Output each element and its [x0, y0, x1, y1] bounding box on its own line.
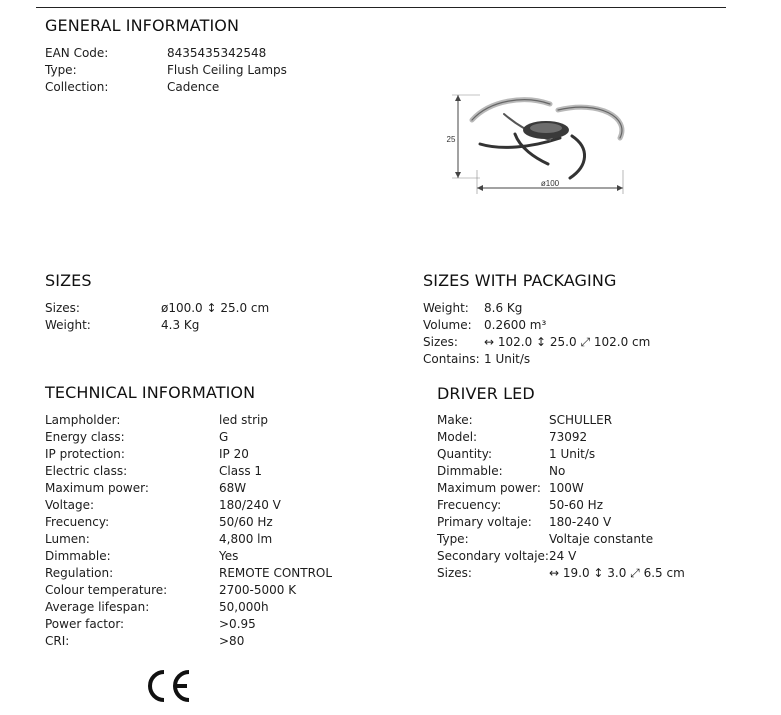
- spec-row: [45, 565, 332, 582]
- spec-row: [437, 514, 685, 531]
- spec-label: Primary voltaje:: [437, 515, 532, 529]
- spec-row: [45, 79, 287, 96]
- spec-value: 4,800 lm: [219, 532, 273, 546]
- spec-value: 24 V: [549, 549, 577, 563]
- spec-value: 100W: [549, 481, 584, 495]
- spec-label: Secondary voltaje:: [437, 549, 549, 563]
- spec-row: [45, 317, 269, 334]
- spec-value: 180-240 V: [549, 515, 612, 529]
- spec-label: Regulation:: [45, 566, 114, 580]
- height-dimension-label: 25: [446, 135, 456, 144]
- spec-row: [437, 412, 685, 429]
- spec-label: Lampholder:: [45, 413, 121, 427]
- spec-value: ↔ 19.0 ↕ 3.0 ⤢ 6.5 cm: [549, 566, 685, 580]
- spec-row: [437, 480, 685, 497]
- spec-label: Frecuency:: [45, 515, 110, 529]
- spec-row: [437, 531, 685, 548]
- packaging-list: [423, 300, 650, 368]
- spec-row: [45, 429, 332, 446]
- spec-label: Sizes:: [423, 335, 458, 349]
- spec-label: Sizes:: [45, 301, 80, 315]
- spec-row: [45, 633, 332, 650]
- spec-row: [423, 317, 650, 334]
- spec-value: ↔ 102.0 ↕ 25.0 ⤢ 102.0 cm: [484, 335, 651, 349]
- driver-led-heading: DRIVER LED: [437, 384, 535, 403]
- spec-row: [45, 300, 269, 317]
- spec-value: >80: [219, 634, 245, 648]
- spec-row: [45, 531, 332, 548]
- spec-row: [437, 463, 685, 480]
- spec-row: [437, 429, 685, 446]
- spec-row: [45, 412, 332, 429]
- spec-label: Quantity:: [437, 447, 493, 461]
- spec-label: Model:: [437, 430, 478, 444]
- spec-label: Average lifespan:: [45, 600, 150, 614]
- spec-row: [437, 446, 685, 463]
- spec-value: 2700-5000 K: [219, 583, 297, 597]
- technical-information-heading: TECHNICAL INFORMATION: [45, 383, 256, 402]
- spec-row: [45, 446, 332, 463]
- spec-value: 8.6 Kg: [484, 301, 523, 315]
- spec-row: [45, 616, 332, 633]
- spec-value: ø100.0 ↕ 25.0 cm: [161, 301, 270, 315]
- spec-label: Voltage:: [45, 498, 95, 512]
- spec-value: 50,000h: [219, 600, 269, 614]
- sizes-with-packaging-heading: SIZES WITH PACKAGING: [423, 271, 617, 290]
- spec-row: [45, 599, 332, 616]
- spec-label: Electric class:: [45, 464, 128, 478]
- spec-row: [45, 463, 332, 480]
- spec-row: [423, 334, 650, 351]
- general-information-heading: GENERAL INFORMATION: [45, 16, 240, 35]
- spec-value: No: [549, 464, 566, 478]
- spec-label: Weight:: [45, 318, 91, 332]
- spec-value: 1 Unit/s: [484, 352, 531, 366]
- spec-value: SCHULLER: [549, 413, 613, 427]
- driver-led-list: [437, 412, 685, 582]
- general-information-list: [45, 45, 287, 96]
- spec-label: Type:: [45, 63, 77, 77]
- spec-row: [45, 45, 287, 62]
- spec-label: IP protection:: [45, 447, 125, 461]
- spec-value: 68W: [219, 481, 247, 495]
- spec-value: 50/60 Hz: [219, 515, 273, 529]
- spec-value: 1 Unit/s: [549, 447, 596, 461]
- spec-label: Collection:: [45, 80, 109, 94]
- technical-information-list: [45, 412, 332, 650]
- spec-value: 180/240 V: [219, 498, 281, 512]
- spec-value: led strip: [219, 413, 268, 427]
- spec-label: Make:: [437, 413, 473, 427]
- spec-label: Colour temperature:: [45, 583, 168, 597]
- spec-label: Contains:: [423, 352, 480, 366]
- spec-label: Power factor:: [45, 617, 125, 631]
- sizes-heading: SIZES: [45, 271, 92, 290]
- spec-label: Weight:: [423, 301, 469, 315]
- spec-label: EAN Code:: [45, 46, 109, 60]
- spec-value: Flush Ceiling Lamps: [167, 63, 287, 77]
- spec-label: Dimmable:: [437, 464, 503, 478]
- width-dimension-label: ø100: [540, 179, 560, 188]
- spec-row: [45, 497, 332, 514]
- spec-row: [437, 548, 685, 565]
- spec-label: Type:: [437, 532, 469, 546]
- spec-label: CRI:: [45, 634, 70, 648]
- spec-label: Maximum power:: [437, 481, 541, 495]
- spec-label: Dimmable:: [45, 549, 111, 563]
- spec-value: 4.3 Kg: [161, 318, 200, 332]
- spec-row: [45, 480, 332, 497]
- spec-row: [437, 565, 685, 582]
- spec-row: [45, 548, 332, 565]
- spec-row: [45, 514, 332, 531]
- spec-value: Voltaje constante: [549, 532, 654, 546]
- spec-value: 50-60 Hz: [549, 498, 604, 512]
- spec-value: IP 20: [219, 447, 249, 461]
- spec-label: Maximum power:: [45, 481, 149, 495]
- spec-label: Lumen:: [45, 532, 90, 546]
- spec-row: [437, 497, 685, 514]
- top-divider: [36, 7, 726, 8]
- spec-label: Volume:: [423, 318, 472, 332]
- spec-label: Frecuency:: [437, 498, 502, 512]
- spec-value: Class 1: [219, 464, 263, 478]
- sizes-list: [45, 300, 269, 334]
- spec-value: 8435435342548: [167, 46, 267, 60]
- spec-value: 0.2600 m³: [484, 318, 547, 332]
- spec-value: 73092: [549, 430, 588, 444]
- spec-label: Energy class:: [45, 430, 125, 444]
- spec-value: REMOTE CONTROL: [219, 566, 333, 580]
- spec-value: Yes: [219, 549, 239, 563]
- spec-label: Sizes:: [437, 566, 472, 580]
- product-dimension-drawing: [440, 90, 640, 200]
- spec-value: G: [219, 430, 229, 444]
- spec-value: >0.95: [219, 617, 256, 631]
- ce-mark-icon: [144, 666, 194, 706]
- spec-row: [423, 300, 650, 317]
- spec-row: [45, 62, 287, 79]
- spec-row: [423, 351, 650, 368]
- spec-row: [45, 582, 332, 599]
- spec-value: Cadence: [167, 80, 220, 94]
